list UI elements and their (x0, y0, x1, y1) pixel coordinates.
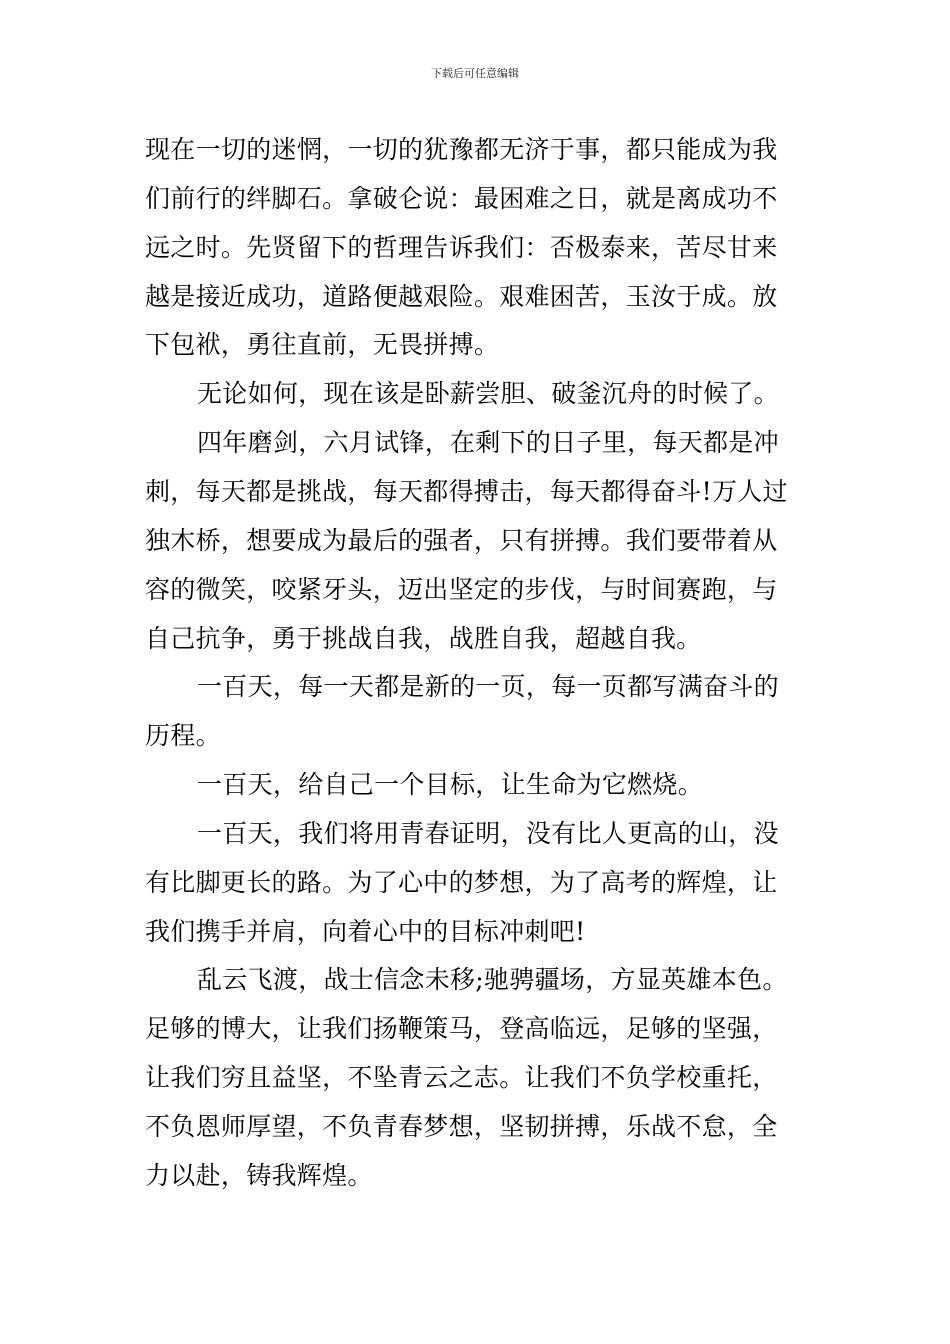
body-line: 无论如何，现在该是卧薪尝胆、破釜沉舟的时候了。 (197, 379, 779, 409)
body-line: 不负恩师厚望，不负青春梦想，坚韧拼搏，乐战不怠，全 (145, 1112, 778, 1141)
body-line: 四年磨剑，六月试锋，在剩下的日子里，每天都是冲 (197, 428, 779, 458)
body-line: 我们携手并肩，向着心中的目标冲刺吧! (145, 916, 586, 946)
body-line: 自己抗争，勇于挑战自我，战胜自我，超越自我。 (145, 623, 702, 653)
body-line: 们前行的绊脚石。拿破仑说：最困难之日，就是离成功不 (145, 183, 778, 213)
header-note: 下载后可任意编辑 (431, 67, 519, 80)
body-line: 历程。 (145, 721, 221, 751)
body-line: 乱云飞渡，战士信念未移;驰骋疆场，方显英雄本色。 (197, 965, 788, 995)
body-line: 远之时。先贤留下的哲理告诉我们：否极泰来，苦尽甘来 (145, 232, 778, 262)
body-line: 一百天，每一天都是新的一页，每一页都写满奋斗的 (197, 672, 779, 702)
body-line: 有比脚更长的路。为了心中的梦想，为了高考的辉煌，让 (145, 867, 778, 897)
body-line: 越是接近成功，道路便越艰险。艰难困苦，玉汝于成。放 (145, 281, 778, 311)
body-line: 独木桥，想要成为最后的强者，只有拼搏。我们要带着从 (145, 525, 778, 555)
body-line: 力以赴，铸我辉煌。 (145, 1160, 373, 1190)
body-line: 下包袱，勇往直前，无畏拼搏。 (145, 330, 500, 360)
body-line: 现在一切的迷惘，一切的犹豫都无济于事，都只能成为我 (145, 135, 778, 164)
body-line: 一百天，我们将用青春证明，没有比人更高的山，没 (197, 818, 779, 848)
body-line: 让我们穷且益坚，不坠青云之志。让我们不负学校重托， (145, 1063, 778, 1093)
body-line: 容的微笑，咬紧牙头，迈出坚定的步伐，与时间赛跑，与 (145, 574, 778, 604)
body-line: 刺，每天都是挑战，每天都得搏击，每天都得奋斗!万人过 (145, 476, 788, 506)
body-line: 一百天，给自己一个目标，让生命为它燃烧。 (197, 770, 704, 800)
body-line: 足够的博大，让我们扬鞭策马，登高临远，足够的坚强， (145, 1014, 778, 1044)
